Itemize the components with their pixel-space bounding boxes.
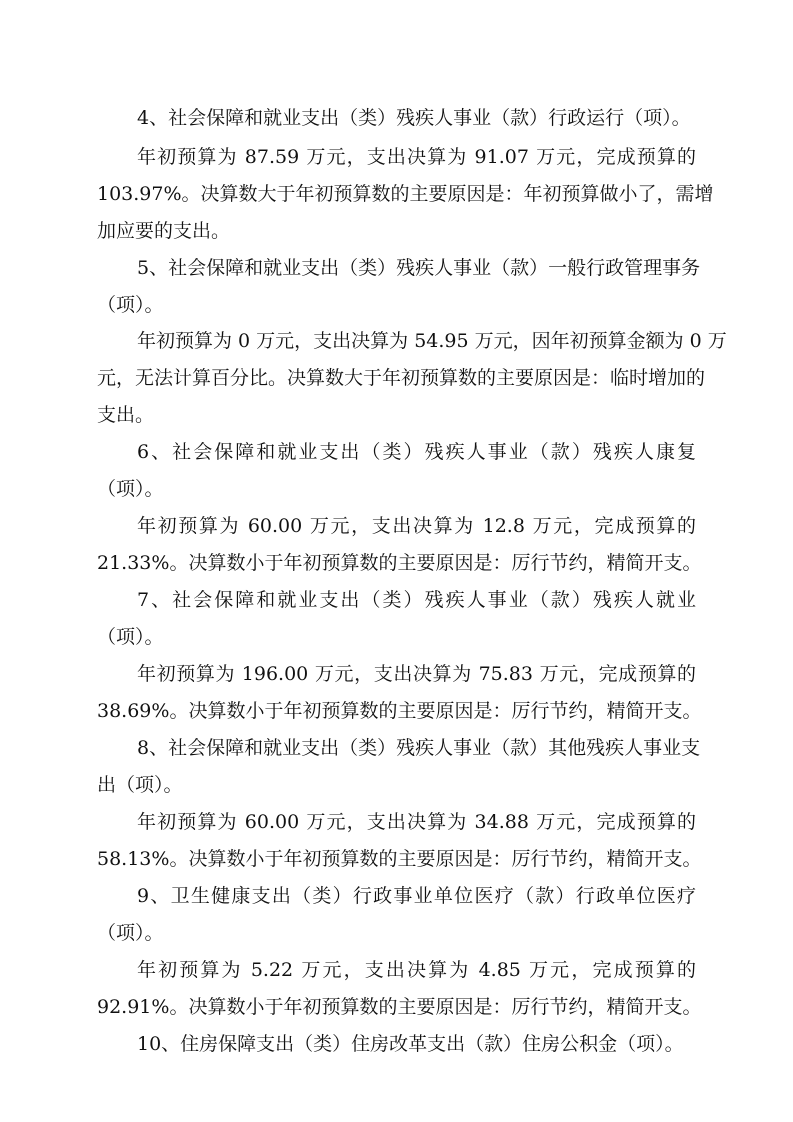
item-5-heading-cont: （项）。 — [97, 294, 164, 316]
item-4-text-line: 103.97%。决算数大于年初预算数的主要原因是：年初预算做小了，需增 — [97, 183, 714, 205]
item-5-text-line: 元，无法计算百分比。决算数大于年初预算数的主要原因是：临时增加的 — [97, 367, 706, 389]
item-5-text-line: 年初预算为 0 万元，支出决算为 54.95 万元，因年初预算金额为 0 万 — [137, 330, 727, 352]
item-7-text-line: 年初预算为 196.00 万元，支出决算为 75.83 万元，完成预算的 — [137, 663, 696, 685]
item-8-text-line: 58.13%。决算数小于年初预算数的主要原因是：厉行节约，精简开支。 — [97, 848, 702, 870]
item-8-heading-cont: 出（项）。 — [97, 774, 183, 796]
item-6-heading-cont: （项）。 — [97, 478, 164, 500]
item-8-heading: 8、社会保障和就业支出（类）残疾人事业（款）其他残疾人事业支 — [137, 737, 701, 759]
item-8-text-line: 年初预算为 60.00 万元，支出决算为 34.88 万元，完成预算的 — [137, 811, 696, 833]
item-4-text-line: 年初预算为 87.59 万元，支出决算为 91.07 万元，完成预算的 — [137, 146, 696, 168]
item-4-heading: 4、社会保障和就业支出（类）残疾人事业（款）行政运行（项）。 — [137, 107, 691, 129]
item-4-text-line: 加应要的支出。 — [97, 220, 231, 242]
item-9-heading-cont: （项）。 — [97, 922, 164, 944]
item-7-text-line: 38.69%。决算数小于年初预算数的主要原因是：厉行节约，精简开支。 — [97, 700, 702, 722]
item-5-heading: 5、社会保障和就业支出（类）残疾人事业（款）一般行政管理事务 — [137, 257, 701, 279]
item-6-text-line: 年初预算为 60.00 万元，支出决算为 12.8 万元，完成预算的 — [137, 515, 696, 537]
item-9-text-line: 年初预算为 5.22 万元，支出决算为 4.85 万元，完成预算的 — [137, 959, 696, 981]
item-6-heading: 6、社会保障和就业支出（类）残疾人事业（款）残疾人康复 — [137, 441, 696, 463]
item-5-text-line: 支出。 — [97, 404, 155, 426]
item-10-heading: 10、住房保障支出（类）住房改革支出（款）住房公积金（项）。 — [137, 1033, 684, 1055]
item-9-text-line: 92.91%。决算数小于年初预算数的主要原因是：厉行节约，精简开支。 — [97, 996, 702, 1018]
item-7-heading-cont: （项）。 — [97, 626, 164, 648]
item-7-heading: 7、社会保障和就业支出（类）残疾人事业（款）残疾人就业 — [137, 589, 696, 611]
item-6-text-line: 21.33%。决算数小于年初预算数的主要原因是：厉行节约，精简开支。 — [97, 552, 702, 574]
item-9-heading: 9、卫生健康支出（类）行政事业单位医疗（款）行政单位医疗 — [137, 885, 696, 907]
